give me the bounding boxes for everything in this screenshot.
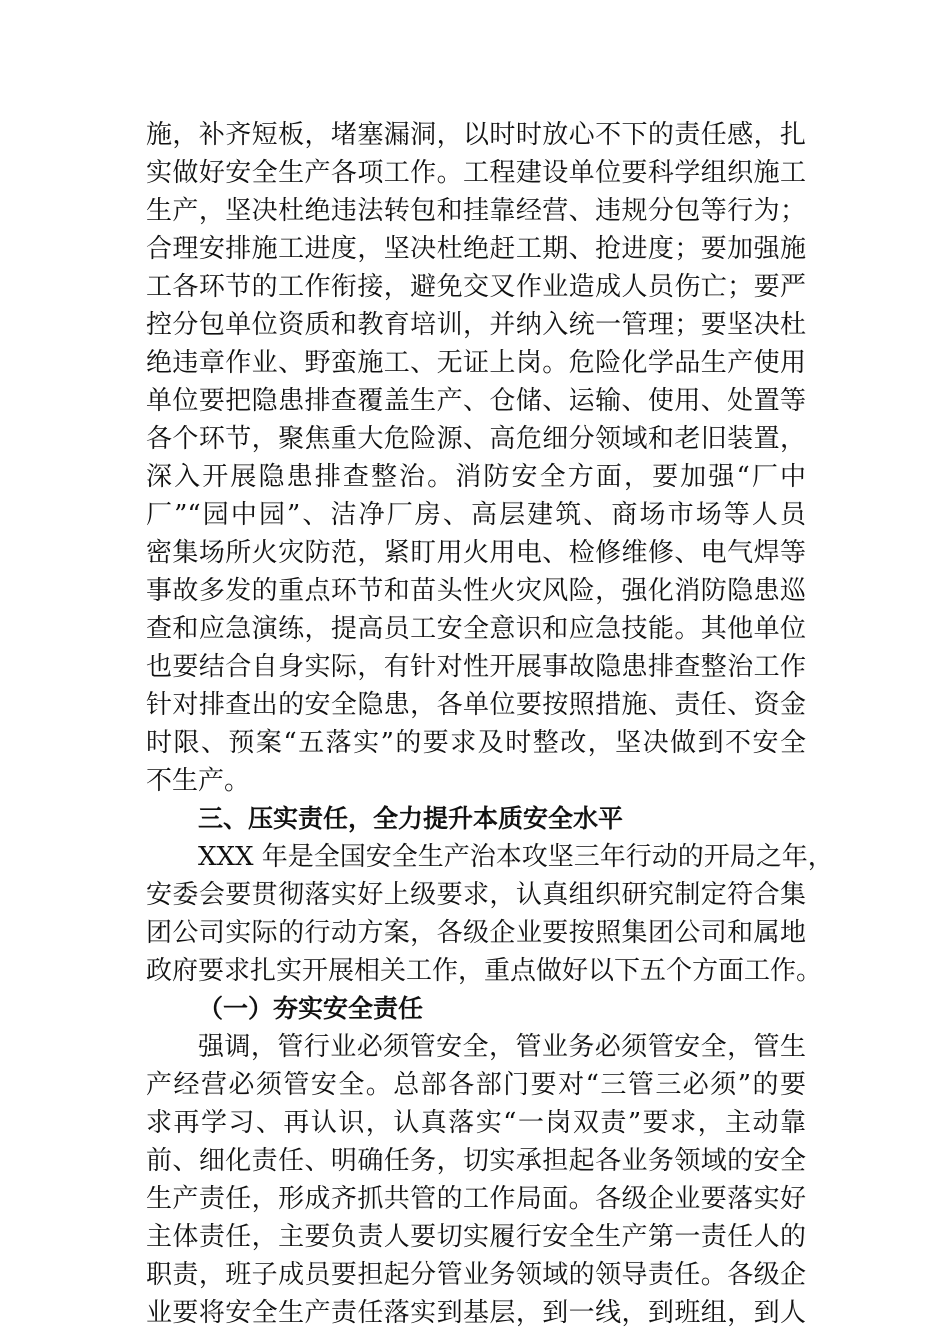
- paragraph-line: 单位要把隐患排查覆盖生产、仓储、运输、使用、处置等: [146, 386, 806, 416]
- paragraph-line: 密集场所火灾防范，紧盯用火用电、检修维修、电气焊等: [146, 538, 806, 568]
- paragraph-line: 事故多发的重点环节和苗头性火灾风险，强化消防隐患巡: [146, 576, 806, 606]
- paragraph-line: XXX 年是全国安全生产治本攻坚三年行动的开局之年，: [198, 842, 834, 872]
- paragraph-line: 前、细化责任、明确任务，切实承担起各业务领域的安全: [146, 1146, 806, 1176]
- subsection-heading: （一）夯实安全责任: [198, 994, 424, 1023]
- paragraph-line: 安委会要贯彻落实好上级要求，认真组织研究制定符合集: [146, 880, 806, 910]
- paragraph-line: 工各环节的工作衔接，避免交叉作业造成人员伤亡；要严: [146, 272, 806, 302]
- paragraph-line: 求再学习、再认识，认真落实“一岗双责”要求，主动靠: [146, 1108, 806, 1138]
- paragraph-line: 团公司实际的行动方案，各级企业要按照集团公司和属地: [146, 918, 806, 948]
- paragraph-line: 控分包单位资质和教育培训，并纳入统一管理；要坚决杜: [146, 310, 806, 340]
- paragraph-line: 时限、预案“五落实”的要求及时整改，坚决做到不安全: [146, 728, 806, 758]
- paragraph-line: 产经营必须管安全。总部各部门要对“三管三必须”的要: [146, 1070, 806, 1100]
- paragraph-line: 查和应急演练，提高员工安全意识和应急技能。其他单位: [146, 614, 806, 644]
- section-heading: 三、压实责任，全力提升本质安全水平: [198, 804, 624, 833]
- paragraph-line: 合理安排施工进度，坚决杜绝赶工期、抢进度；要加强施: [146, 234, 806, 264]
- paragraph-line: 针对排查出的安全隐患，各单位要按照措施、责任、资金: [146, 690, 806, 720]
- paragraph-line: 实做好安全生产各项工作。工程建设单位要科学组织施工: [146, 158, 806, 188]
- paragraph-line: 生产责任，形成齐抓共管的工作局面。各级企业要落实好: [146, 1184, 806, 1214]
- paragraph-line: 业要将安全生产责任落实到基层，到一线，到班组，到人: [146, 1298, 806, 1328]
- paragraph-line: 深入开展隐患排查整治。消防安全方面，要加强“厂中: [146, 462, 806, 492]
- paragraph-line: 绝违章作业、野蛮施工、无证上岗。危险化学品生产使用: [146, 348, 806, 378]
- paragraph-line: 强调，管行业必须管安全，管业务必须管安全，管生: [198, 1032, 806, 1062]
- paragraph-line: 施，补齐短板，堵塞漏洞，以时时放心不下的责任感，扎: [146, 120, 806, 150]
- paragraph-line: 各个环节，聚焦重大危险源、高危细分领域和老旧装置，: [146, 424, 806, 454]
- paragraph-line: 政府要求扎实开展相关工作，重点做好以下五个方面工作。: [146, 956, 823, 986]
- paragraph-line: 主体责任，主要负责人要切实履行安全生产第一责任人的: [146, 1222, 806, 1252]
- paragraph-line: 也要结合自身实际，有针对性开展事故隐患排查整治工作: [146, 652, 806, 682]
- paragraph-line: 厂”“园中园”、洁净厂房、高层建筑、商场市场等人员: [146, 500, 806, 530]
- paragraph-line: 职责，班子成员要担起分管业务领域的领导责任。各级企: [146, 1260, 806, 1290]
- paragraph-line: 不生产。: [146, 766, 251, 796]
- paragraph-line: 生产，坚决杜绝违法转包和挂靠经营、违规分包等行为；: [146, 196, 806, 226]
